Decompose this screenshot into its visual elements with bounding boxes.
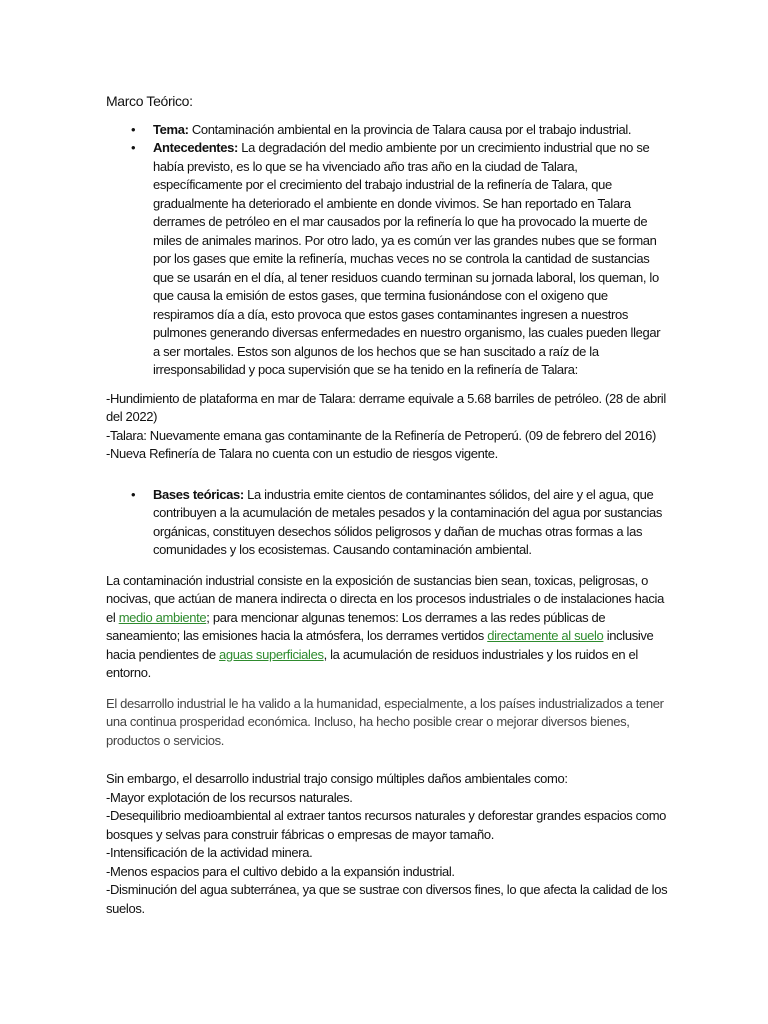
medio-ambiente-link[interactable]: medio ambiente bbox=[118, 609, 207, 625]
danos-intro: Sin embargo, el desarrollo industrial trajo consigo múltiples daños ambientales como: bbox=[106, 771, 568, 786]
bases-text: La industria emite cientos de contaminantes sólidos, del aire y el agua, que contribuyen a la acumulación de metales pesados y la contaminación del agua por sustancias orgánicas, constituyen desechos sólidos peligrosos y dañan de muchas otras formas a las comunidades y los ecosistemas. Causando contaminación ambiental. bbox=[153, 486, 663, 557]
danos-item: -Mayor explotación de los recursos naturales. bbox=[106, 789, 353, 805]
contaminacion-text-4: , la acumulación de residuos industriales y los ruidos en el entorno. bbox=[106, 646, 638, 680]
contaminacion-text-2: ; para mencionar algunas tenemos: Los derrames a las redes públicas de saneamiento; las emisiones hacia la atmósfera, los derrames vertidos bbox=[106, 609, 606, 643]
bullet-icon: • bbox=[131, 486, 136, 502]
news-list bbox=[106, 390, 668, 464]
contaminacion-text-3: inclusive hacia pendientes de bbox=[106, 628, 654, 662]
tema-text: Contaminación ambiental en la provincia de Talara causa por el trabajo industrial. bbox=[188, 121, 632, 137]
desarrollo-paragraph: El desarrollo industrial le ha valido a la humanidad, especialmente, a los países industrializados a tener una continua prosperidad económica. Incluso, ha hecho posible crear o mejorar diversos bienes, productos o servicios. bbox=[106, 695, 664, 748]
tema-label: Tema: bbox=[153, 121, 189, 137]
antecedentes-text: La degradación del medio ambiente por un crecimiento industrial que no se había previsto, es lo que se ha vivenciado año tras año en la ciudad de Talara, específicamente por el crecimiento del trabajo industrial de la refinería de Talara, que gradualmente ha deteriorado el ambiente en donde vivimos. Se han reportado en Talara derrames de petróleo en el mar causados por la refinería lo que ha provocado la muerte de miles de animales marinos. Por otro lado, ya es común ver las grandes nubes que se forman por los gases que emite la refinería, muchas veces no se controla la cantidad de sustancias que se usarán en el día, al tener residuos cuando terminan su jornada laboral, los queman, lo que causa la emisión de estos gases, que termina fusionándose con el oxigeno que respiramos día a día, esto provoca que estos gases contaminantes ingresen a nuestros pulmones generando diversas enfermedades en nuestro organismo, las cuales pueden llegar a ser mortales. Estos son algunos de los hechos que se han suscitado a raíz de la irresponsabilidad y poca supervisión que se ha tenido en la refinería de Talara: bbox=[153, 140, 661, 377]
news-item: -Hundimiento de plataforma en mar de Talara: derrame equivale a 5.68 barriles de petróleo. (28 de abril del 2022) bbox=[106, 390, 666, 424]
news-item: -Talara: Nuevamente emana gas contaminante de la Refinería de Petroperú. (09 de febrero del 2016) bbox=[106, 427, 656, 443]
danos-item: -Desequilibrio medioambiental al extraer tantos recursos naturales y deforestar grandes espacios como bosques y selvas para construir fábricas o empresas de mayor tamaño. bbox=[106, 808, 667, 842]
danos-item: -Intensificación de la actividad minera. bbox=[106, 845, 313, 860]
bullet-item-tema bbox=[106, 121, 668, 140]
danos-section bbox=[106, 770, 668, 918]
contaminacion-text-1: La contaminación industrial consiste en la exposición de sustancias bien sean, toxicas, peligrosas, o nocivas, que actúan de manera indirecta o directa en los procesos industriales o de instalaciones hacia el bbox=[106, 572, 664, 625]
bullet-list-top bbox=[106, 121, 668, 380]
bullet-list-bases bbox=[106, 486, 668, 560]
bullet-item-antecedentes bbox=[106, 139, 668, 380]
danos-item: -Menos espacios para el cultivo debido a la expansión industrial. bbox=[106, 863, 455, 879]
bullet-icon: • bbox=[131, 121, 136, 137]
news-item: -Nueva Refinería de Talara no cuenta con un estudio de riesgos vigente. bbox=[106, 446, 498, 461]
directamente-al-suelo-link[interactable]: directamente al suelo bbox=[487, 628, 604, 643]
bullet-icon: • bbox=[131, 140, 136, 155]
bullet-item-bases bbox=[106, 486, 668, 560]
section-heading: Marco Teórico: bbox=[106, 93, 193, 109]
contaminacion-paragraph bbox=[106, 572, 668, 683]
bases-label: Bases teóricas: bbox=[153, 486, 244, 502]
danos-item: -Disminución del agua subterránea, ya que se sustrae con diversos fines, lo que afecta la calidad de los suelos. bbox=[106, 882, 668, 916]
aguas-superficiales-link[interactable]: aguas superficiales bbox=[218, 646, 324, 662]
antecedentes-label: Antecedentes: bbox=[153, 140, 239, 155]
